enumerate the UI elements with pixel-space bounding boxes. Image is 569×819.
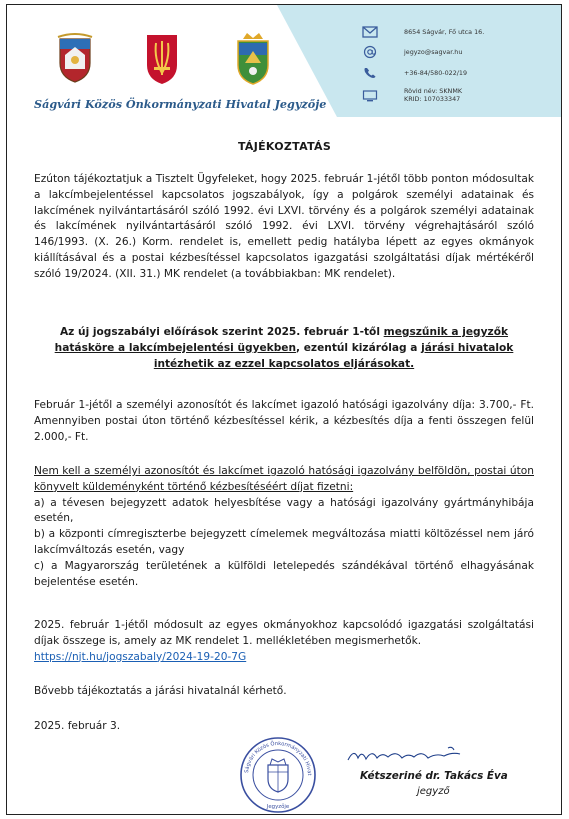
svg-text:Jegyzője: Jegyzője — [266, 804, 290, 810]
highlight-paragraph — [34, 325, 534, 372]
document-date: 2025. február 3. — [34, 720, 121, 732]
exemption-item-b: b) a központi címregiszterbe bejegyzett címelemek megváltozása miatti költözéssel nem járó lakcímváltozás esetén, vagy — [34, 528, 534, 556]
office-name: Ságvári Közös Önkormányzati Hivatal Jegyzője — [34, 97, 327, 111]
exemption-section — [34, 464, 534, 590]
exemption-heading: Nem kell a személyi azonosítót és lakcímet igazoló hatósági igazolvány belföldön, postai úton könyvelt küldeményként történő kézbesítéséért díjat fizetni: — [34, 465, 534, 493]
highlight-part-4: járási hivatalok intézhetik az ezzel kapcsolatos eljárásokat. — [153, 341, 514, 370]
contact-email[interactable] — [362, 45, 463, 59]
contact-krid — [362, 87, 463, 103]
official-stamp-icon — [238, 735, 318, 815]
coat-of-arms-middle-icon — [145, 33, 179, 85]
envelope-icon — [362, 25, 378, 39]
monitor-icon — [362, 89, 378, 103]
contact-phone — [362, 66, 468, 80]
closing-paragraph — [34, 618, 534, 665]
highlight-part-3: , ezentúl kizárólag a — [296, 341, 422, 354]
contact-phone-text: +36-84/580-022/19 — [404, 69, 468, 77]
signatory-role: jegyző — [417, 786, 450, 797]
exemption-item-a: a) a tévesen bejegyzett adatok helyesbítése vagy a hatósági igazolvány gyártmányhibája esetén, — [34, 496, 534, 525]
contact-address — [362, 25, 485, 39]
intro-paragraph: Ezúton tájékoztatjuk a Tisztelt Ügyfeleket, hogy 2025. február 1-jétől több ponton módosultak a lakcímbejelentéssel kapcsolatos jogszabályok, így a polgárok személyi adatainak és lakcímének nyilvántartásáról szóló 1992. évi LXVI. törvény és a polgárok személyi adatainak és lakcímének nyilvántartásáról szóló 1992. évi LXVI. törvény végrehajtásáról szóló 146/1993. (X. 26.) Korm. rendelet is, emellett pedig hatályba lépett az egyes okmányok kiállításával és a postai kézbesítéssel kapcsolatos igazgatási szolgáltatási díjak mértékéről szóló 19/2024. (XII. 31.) MK rendelet (a továbbiakban: MK rendelet). — [34, 173, 534, 280]
legislation-link[interactable]: https://njt.hu/jogszabaly/2024-19-20-7G — [34, 650, 247, 663]
highlight-part-1: Az új jogszabályi előírások szerint 2025. február 1-től — [59, 326, 384, 338]
signatory-name: Kétszeriné dr. Takács Éva — [360, 770, 508, 782]
letterhead — [7, 5, 561, 117]
svg-text:Ságvári Közös Önkormányzati Hi: Ságvári Közös Önkormányzati Hivat — [244, 740, 313, 776]
document-title: TÁJÉKOZTATÁS — [237, 140, 332, 153]
at-sign-icon — [362, 45, 378, 59]
contact-krid-text: KRID: 107033347 — [404, 95, 461, 103]
coat-of-arms-left-icon — [57, 33, 93, 83]
contact-address-text: 8654 Ságvár, Fő utca 16. — [404, 28, 485, 36]
contact-short-name: Rövid név: SKNMK — [404, 87, 463, 95]
fee-paragraph: Február 1-jétől a személyi azonosítót és lakcímet igazoló hatósági igazolvány díja: 3.700,- Ft. Amennyiben postai úton történő kézbesítéssel kérik, a kézbesítés díja a fenti összegen felül 2.000,- Ft. — [34, 399, 534, 443]
contact-email-text[interactable]: jegyzo@sagvar.hu — [404, 48, 463, 56]
highlight-part-2: megszűnik a jegyzők hatásköre a lakcímbejelentési ügyekben — [54, 326, 509, 354]
exemption-item-c: c) a Magyarország területének a külföldi letelepedés szándékával történő elhagyásának bejelentése esetén. — [34, 559, 534, 588]
handwritten-signature-icon — [344, 744, 464, 766]
more-info: Bővebb tájékoztatás a járási hivatalnál kérhető. — [34, 685, 287, 697]
coat-of-arms-right-icon — [233, 33, 273, 85]
closing-text: 2025. február 1-jétől módosult az egyes okmányokhoz kapcsolódó igazgatási szolgáltatási díjak összege is, amely az MK rendelet 1. mellékletében megismerhetők. — [34, 619, 534, 647]
coats-of-arms — [57, 33, 277, 93]
phone-icon — [362, 66, 378, 80]
